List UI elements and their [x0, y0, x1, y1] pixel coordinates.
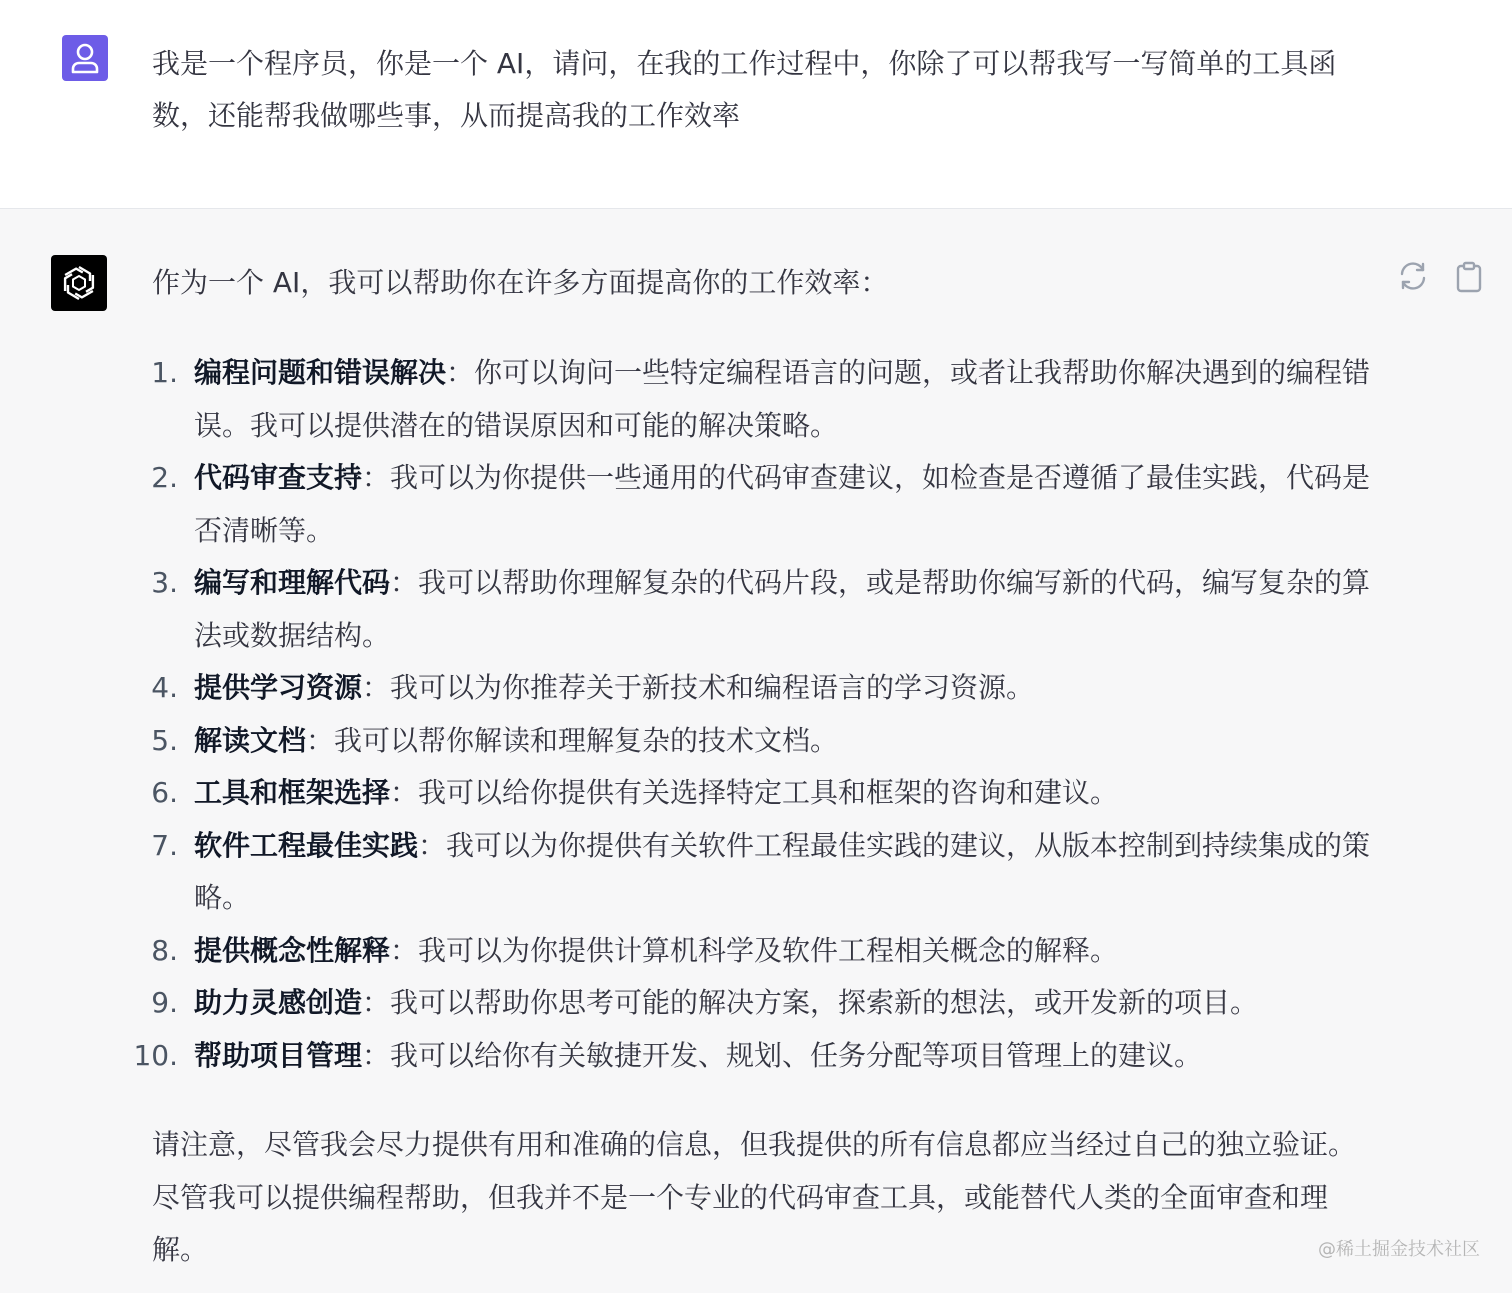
- user-message: [0, 0, 1512, 209]
- list-item-separator: ：: [390, 776, 419, 809]
- list-item-separator: ：: [418, 828, 447, 862]
- list-item-number: 2.: [151, 461, 178, 494]
- list-item-term: 代码审查支持: [194, 461, 363, 494]
- list-item: [151, 820, 1374, 925]
- list-item-text: 我可以给你提供有关选择特定工具和框架的咨询和建议。: [418, 776, 1119, 809]
- answer-note: 请注意，尽管我会尽力提供有用和准确的信息，但我提供的所有信息都应当经过自己的独立验证。尽管我可以提供编程帮助，但我并不是一个专业的代码审查工具，或能替代人类的全面审查和理解。: [152, 1128, 1357, 1266]
- list-item: [133, 1030, 1374, 1083]
- list-item-term: 助力灵感创造: [194, 986, 363, 1019]
- list-item: [151, 347, 1374, 452]
- watermark: @稀土掘金技术社区: [1318, 1239, 1480, 1260]
- list-item-separator: ：: [446, 356, 475, 389]
- list-item-term: 提供概念性解释: [194, 933, 391, 967]
- list-item-separator: ：: [390, 933, 419, 967]
- list-item-number: 6.: [151, 776, 178, 809]
- list-item: [151, 715, 1374, 768]
- list-item-term: 工具和框架选择: [194, 776, 391, 809]
- list-item-number: 4.: [151, 671, 178, 704]
- list-item: [151, 925, 1374, 978]
- list-item-term: 编程问题和错误解决: [194, 356, 447, 389]
- list-item-number: 10.: [133, 1038, 178, 1072]
- list-item: [151, 662, 1374, 715]
- list-item-text: 我可以为你提供有关软件工程最佳实践的建议，从版本控制到持续集成的策略。: [194, 828, 1371, 914]
- list-item-number: 3.: [151, 566, 178, 599]
- list-item-number: 9.: [151, 986, 178, 1019]
- answer-intro: 作为一个 AI，我可以帮助你在许多方面提高你的工作效率：: [152, 266, 889, 299]
- list-item-number: 7.: [151, 828, 178, 862]
- list-item-number: 5.: [151, 723, 178, 757]
- list-item-separator: ：: [362, 1038, 391, 1072]
- list-item: [151, 767, 1374, 820]
- list-item-separator: ：: [390, 566, 419, 599]
- list-item-text: 你可以询问一些特定编程语言的问题，或者让我帮助你解决遇到的编程错误。我可以提供潜在的错误原因和可能的解决策略。: [194, 356, 1371, 442]
- list-item: [151, 977, 1374, 1030]
- list-item-text: 我可以帮你解读和理解复杂的技术文档。: [334, 723, 839, 757]
- list-item-term: 软件工程最佳实践: [194, 828, 419, 862]
- list-item-separator: ：: [362, 986, 391, 1019]
- list-item-separator: ：: [362, 461, 391, 494]
- list-item-term: 编写和理解代码: [194, 566, 391, 599]
- clipboard-icon: [1456, 261, 1482, 293]
- assistant-message: [0, 209, 1512, 1293]
- user-icon: [70, 42, 100, 74]
- regenerate-button[interactable]: [1396, 261, 1430, 293]
- list-item: [151, 557, 1374, 662]
- list-item: [151, 452, 1374, 557]
- list-item-number: 8.: [151, 933, 178, 967]
- list-item-text: 我可以帮助你思考可能的解决方案，探索新的想法，或开发新的项目。: [390, 986, 1259, 1019]
- list-item-text: 我可以为你提供计算机科学及软件工程相关概念的解释。: [418, 933, 1119, 967]
- copy-button[interactable]: [1456, 261, 1482, 293]
- list-item-term: 提供学习资源: [194, 671, 363, 704]
- answer-list: [133, 347, 1374, 1082]
- list-item-text: 我可以为你推荐关于新技术和编程语言的学习资源。: [390, 671, 1035, 704]
- openai-logo-icon: [59, 263, 99, 303]
- user-message-text: 我是一个程序员，你是一个 AI，请问，在我的工作过程中，你除了可以帮我写一写简单的工具函数，还能帮我做哪些事，从而提高我的工作效率: [152, 47, 1337, 132]
- list-item-term: 解读文档: [194, 723, 307, 757]
- user-avatar: [62, 35, 108, 81]
- list-item-separator: ：: [362, 671, 391, 704]
- list-item-text: 我可以帮助你理解复杂的代码片段，或是帮助你编写新的代码，编写复杂的算法或数据结构。: [194, 566, 1371, 652]
- message-actions: [1396, 261, 1482, 293]
- list-item-text: 我可以为你提供一些通用的代码审查建议，如检查是否遵循了最佳实践，代码是否清晰等。: [194, 461, 1371, 547]
- assistant-avatar: [51, 255, 107, 311]
- list-item-number: 1.: [151, 356, 178, 389]
- list-item-text: 我可以给你有关敏捷开发、规划、任务分配等项目管理上的建议。: [390, 1038, 1203, 1072]
- refresh-icon: [1396, 261, 1430, 291]
- list-item-separator: ：: [306, 723, 335, 757]
- list-item-term: 帮助项目管理: [194, 1038, 363, 1072]
